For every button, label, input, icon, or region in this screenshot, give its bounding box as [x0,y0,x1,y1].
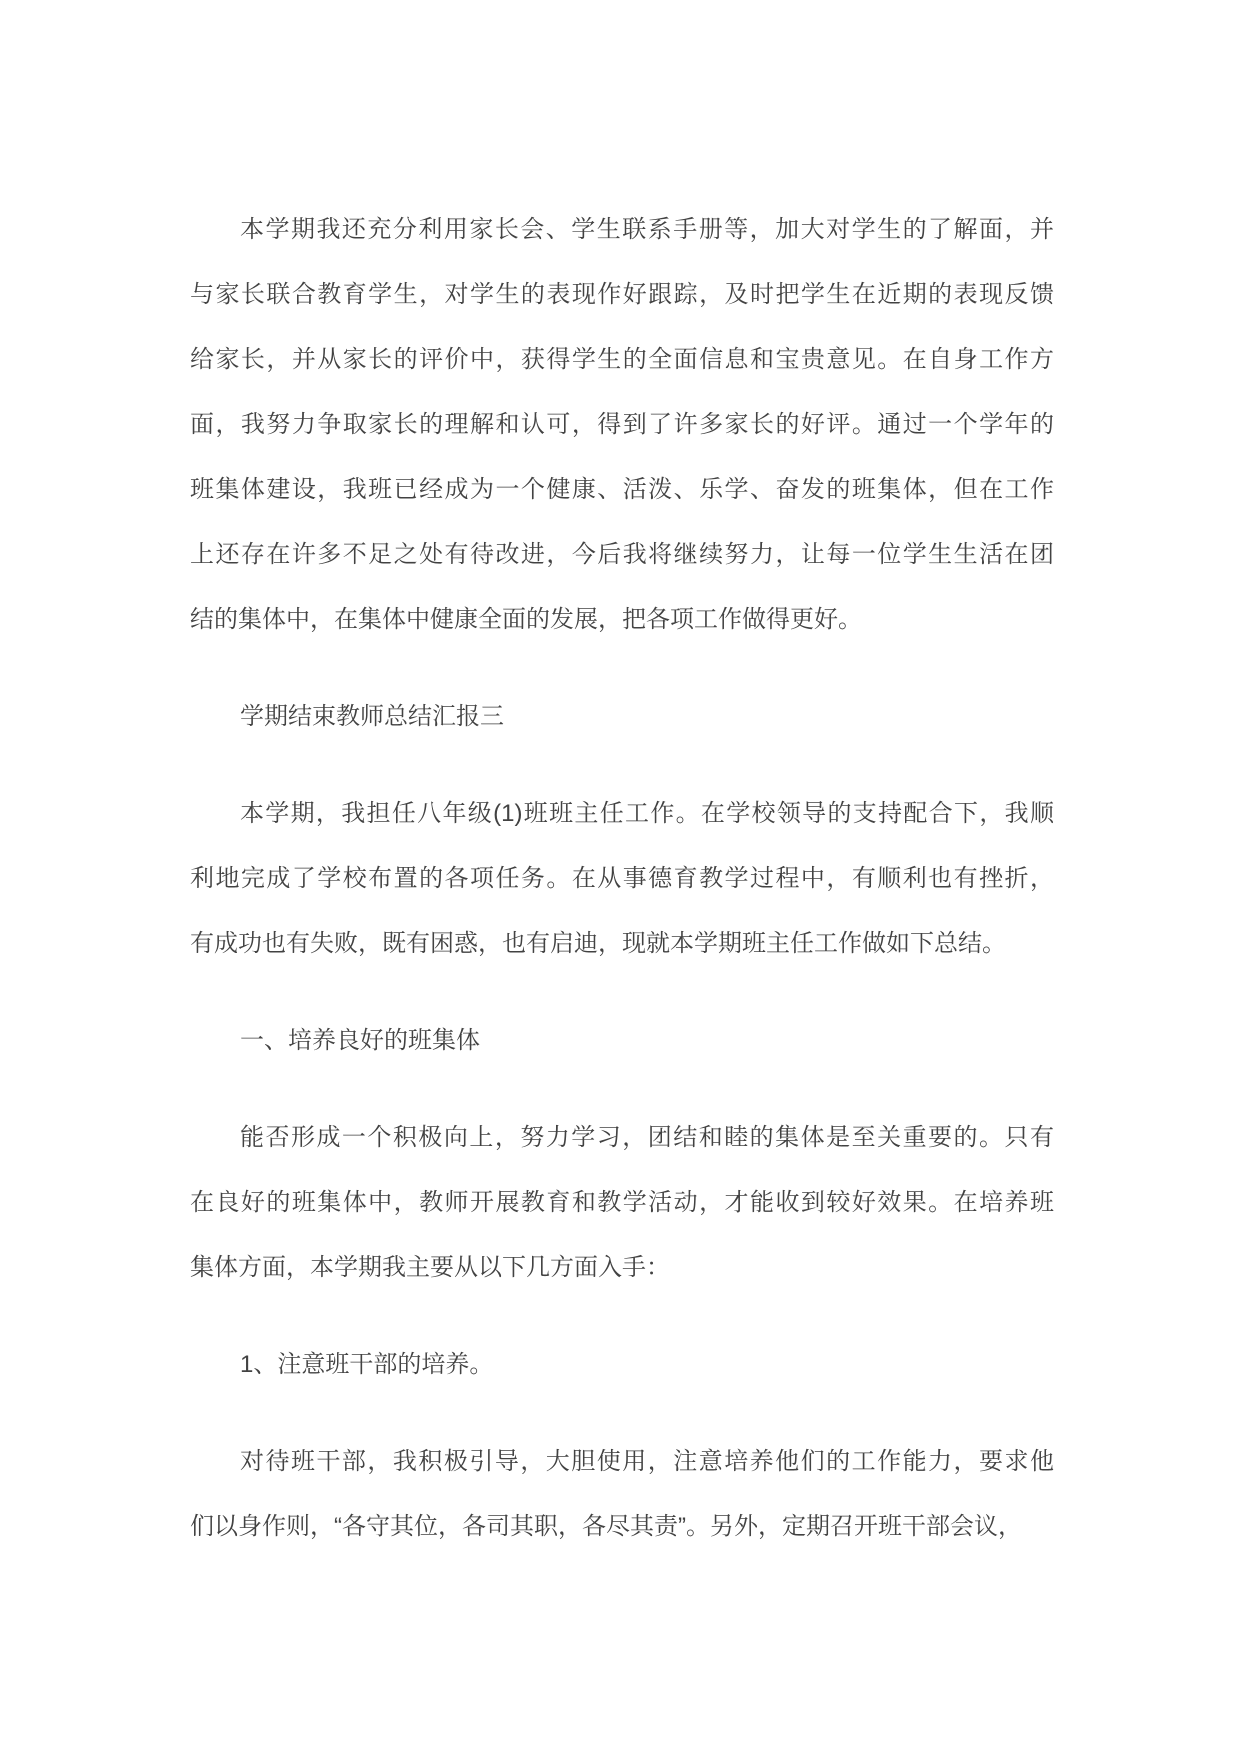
text-line: 班集体建设，我班已经成为一个健康、活泼、乐学、奋发的班集体，但在工作 [190,476,1054,503]
text-line: 学期结束教师总结汇报三 [240,703,504,730]
doc-subtitle [190,684,1054,749]
paragraph [190,1105,1054,1300]
sub-section-heading [190,1332,1054,1397]
text-line: 集体方面，本学期我主要从以下几方面入手： [190,1254,670,1281]
paragraph [190,197,1054,652]
text-line: 能否形成一个积极向上，努力学习，团结和睦的集体是至关重要的。只有 [240,1124,1054,1151]
text-line: 在良好的班集体中，教师开展教育和教学活动，才能收到较好效果。在培养班 [190,1189,1054,1216]
text-line: 们以身作则，“各守其位，各司其职，各尽其责”。另外，定期召开班干部会议， [190,1513,1022,1540]
text-line: 有成功也有失败，既有困惑，也有启迪，现就本学期班主任工作做如下总结。 [190,930,1006,957]
text-line: 1、注意班干部的培养。 [240,1351,494,1378]
text-line: 与家长联合教育学生，对学生的表现作好跟踪，及时把学生在近期的表现反馈 [190,281,1054,308]
text-line: 利地完成了学校布置的各项任务。在从事德育教学过程中，有顺利也有挫折， [190,865,1054,892]
text-line: 对待班干部，我积极引导，大胆使用，注意培养他们的工作能力，要求他 [240,1448,1054,1475]
paragraph [190,781,1054,976]
text-line: 一、培养良好的班集体 [240,1027,480,1054]
text-line: 本学期我还充分利用家长会、学生联系手册等，加大对学生的了解面，并 [240,216,1054,243]
text-line: 本学期，我担任八年级(1)班班主任工作。在学校领导的支持配合下，我顺 [240,800,1054,827]
paragraph [190,1429,1054,1559]
section-heading [190,1008,1054,1073]
text-line: 结的集体中，在集体中健康全面的发展，把各项工作做得更好。 [190,606,862,633]
text-line: 上还存在许多不足之处有待改进，今后我将继续努力，让每一位学生生活在团 [190,541,1054,568]
text-line: 给家长，并从家长的评价中，获得学生的全面信息和宝贵意见。在自身工作方 [190,346,1054,373]
text-line: 面，我努力争取家长的理解和认可，得到了许多家长的好评。通过一个学年的 [190,411,1054,438]
